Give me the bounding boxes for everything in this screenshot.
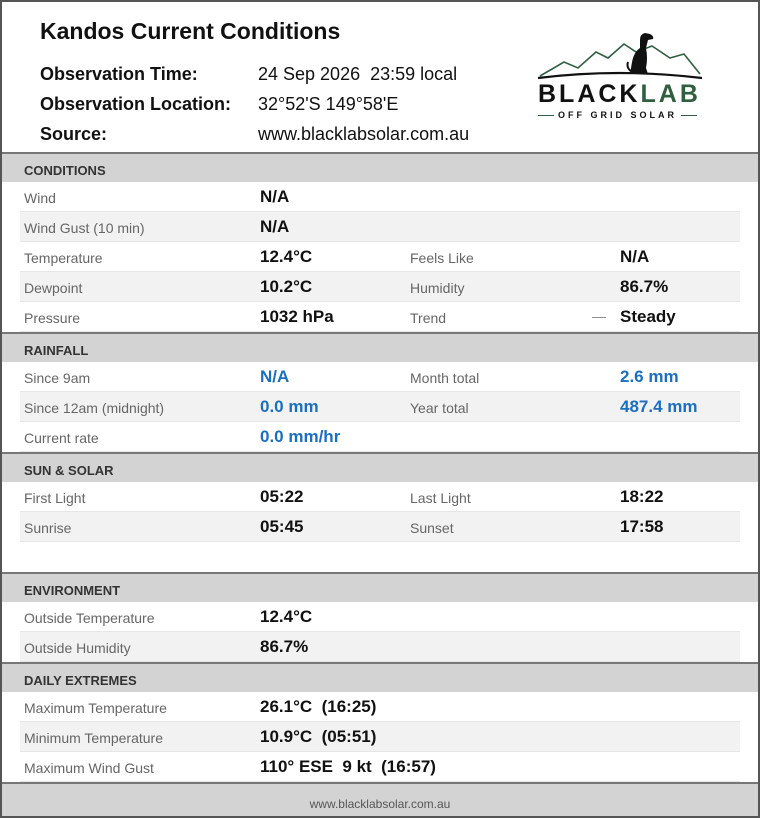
max-wind-gust-label: Maximum Wind Gust [24, 760, 154, 776]
year-total-label: Year total [410, 400, 469, 416]
header [2, 2, 758, 152]
blacklab-logo [534, 28, 704, 124]
since-midnight-label: Since 12am (midnight) [24, 400, 165, 416]
outside-temperature-row [20, 602, 740, 632]
wind-gust-label: Wind Gust (10 min) [24, 220, 145, 236]
wind-gust-row [20, 212, 740, 242]
source-label: Source: [40, 124, 108, 144]
month-total-value: 2.6 mm [620, 367, 679, 386]
temperature-value: 12.4°C [260, 247, 313, 266]
logo-word-black: BLACK [538, 80, 641, 108]
sunrise-value: 05:45 [260, 517, 304, 536]
sunrise-row [20, 512, 740, 542]
sunrise-label: Sunrise [24, 520, 72, 536]
feels-like-value: N/A [620, 247, 650, 266]
conditions-heading: CONDITIONS [24, 163, 106, 178]
max-wind-gust-value: 110° ESE 9 kt (16:57) [260, 757, 436, 776]
temperature-label: Temperature [24, 250, 103, 266]
logo-wordmark [538, 80, 701, 109]
humidity-value: 86.7% [620, 277, 669, 296]
environment-heading: ENVIRONMENT [24, 583, 121, 598]
max-temperature-label: Maximum Temperature [24, 700, 167, 716]
outside-humidity-row [20, 632, 740, 662]
environment-section-header [2, 572, 758, 602]
outside-temperature-value: 12.4°C [260, 607, 313, 626]
since-9am-value: N/A [260, 367, 290, 386]
first-light-value: 05:22 [260, 487, 304, 506]
sunset-value: 17:58 [620, 517, 664, 536]
spacer-band [2, 542, 758, 572]
last-light-label: Last Light [410, 490, 471, 506]
trend-steady-icon: — [592, 308, 606, 324]
first-light-label: First Light [24, 490, 86, 506]
feels-like-label: Feels Like [410, 250, 474, 266]
current-rate-label: Current rate [24, 430, 99, 446]
source-value[interactable]: www.blacklabsolar.com.au [258, 124, 470, 144]
current-rate-row [20, 422, 740, 452]
month-total-label: Month total [410, 370, 480, 386]
logo-tagline: OFF GRID SOLAR [534, 110, 700, 120]
pressure-label: Pressure [24, 310, 81, 326]
min-temperature-label: Minimum Temperature [24, 730, 164, 746]
footer [2, 782, 758, 816]
wind-value: N/A [260, 187, 290, 206]
footer-link[interactable]: www.blacklabsolar.com.au [309, 797, 451, 811]
extremes-section-header [2, 662, 758, 692]
year-total-value: 487.4 mm [620, 397, 698, 416]
light-row [20, 482, 740, 512]
max-wind-gust-row [20, 752, 740, 782]
min-temperature-row [20, 722, 740, 752]
since-9am-row [20, 362, 740, 392]
since-midnight-row [20, 392, 740, 422]
dewpoint-value: 10.2°C [260, 277, 313, 296]
pressure-value: 1032 hPa [260, 307, 334, 326]
since-midnight-value: 0.0 mm [260, 397, 319, 416]
outside-humidity-label: Outside Humidity [24, 640, 131, 656]
since-9am-label: Since 9am [24, 370, 91, 386]
sun-section-header [2, 452, 758, 482]
current-rate-value: 0.0 mm/hr [260, 427, 341, 446]
max-temperature-value: 26.1°C (16:25) [260, 697, 377, 716]
humidity-label: Humidity [410, 280, 465, 296]
rainfall-section-header [2, 332, 758, 362]
observation-location-label: Observation Location: [40, 94, 232, 114]
wind-row [20, 182, 740, 212]
extremes-heading: DAILY EXTREMES [24, 673, 137, 688]
wind-gust-value: N/A [260, 217, 290, 236]
min-temperature-value: 10.9°C (05:51) [260, 727, 377, 746]
max-temperature-row [20, 692, 740, 722]
mountain-dog-icon [534, 28, 704, 84]
observation-time-label: Observation Time: [40, 64, 198, 84]
rainfall-heading: RAINFALL [24, 343, 89, 358]
sun-heading: SUN & SOLAR [24, 463, 114, 478]
page-title: Kandos Current Conditions [40, 18, 341, 44]
pressure-row [20, 302, 740, 332]
sunset-label: Sunset [410, 520, 454, 536]
logo-word-green: LAB [640, 80, 701, 108]
wind-label: Wind [24, 190, 56, 206]
trend-label: Trend [410, 310, 447, 326]
last-light-value: 18:22 [620, 487, 664, 506]
observation-location-value: 32°52'S 149°58'E [258, 94, 399, 114]
temperature-row [20, 242, 740, 272]
dewpoint-row [20, 272, 740, 302]
dewpoint-label: Dewpoint [24, 280, 83, 296]
outside-humidity-value: 86.7% [260, 637, 309, 656]
trend-value: Steady [620, 307, 676, 326]
outside-temperature-label: Outside Temperature [24, 610, 155, 626]
observation-time-value: 24 Sep 2026 23:59 local [258, 64, 458, 84]
conditions-section-header [2, 152, 758, 182]
